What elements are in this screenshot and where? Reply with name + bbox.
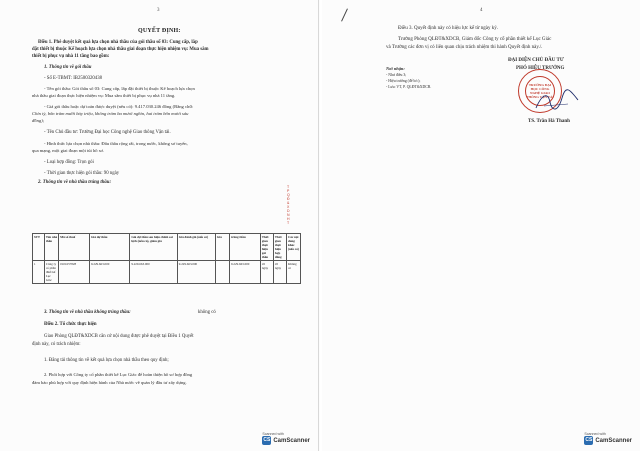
scanner-watermark [584,432,632,445]
selection-method-line-1: - Hình thức lựa chọn nhà thầu: Đấu thầu rộng rãi, trong nước, không sơ tuyển, [44,141,188,146]
table-cell: Công ty cổ phần thiết kế Lục Giác [44,261,58,284]
camscanner-icon: CS [585,437,593,443]
article2-line-3: 1. Đăng tải thông tin về kết quả lựa chọn nhà thầu theo quy định; [44,358,169,363]
article2-line-4: 2. Phối hợp với Công ty cổ phần thiết kế Lục Giác để hoàn thiện hồ sơ hợp đồng [44,372,193,377]
selection-method-line-2: qua mạng, một giai đoạn một túi hồ sơ. [32,148,105,153]
recipient-item: - Như điều 3; [386,73,407,77]
page-divider [318,0,319,451]
table-cell: 9.229.663.000 [130,261,177,284]
package-price-line-3: đồng); [32,118,45,123]
article3-heading: Điều 3. Quyết định này có hiệu lực kể từ ngày ký. [398,26,498,31]
package-name-line-1: - Tên gói thầu: Gói thầu số 03: Cung cấp, lắp đặt thiết bị thuộc Kế hoạch lựa chọn [44,86,195,91]
etbmt-number: - Số E-TBMT: IB2500320438 [44,76,102,81]
section2-heading: 2. Thông tin về nhà thầu trúng thầu: [38,180,112,185]
table-cell: 9.229.663.000 [230,261,261,284]
table-cell [215,261,229,284]
table-cell: 9.229.663.000 [89,261,129,284]
investor-name: - Tên Chủ đầu tư: Trường Đại học Công nghệ Giao thông Vận tải. [44,130,171,135]
article2-line-2: định này, có trách nhiệm: [32,342,81,347]
package-name-line-2: nhà thầu giai đoạn thực hiện nhiệm vụ: Mua sắm thiết bị phục vụ nhà 11 tầng. [32,93,176,98]
recipient-item: - Lưu: VT, P. QLĐT&XDCB. [386,85,432,89]
table-cell: 45 ngày [273,261,286,284]
recipients-label: Nơi nhận: [386,66,405,71]
section3-value: không có [198,310,216,315]
package-duration: - Thời gian thực hiện gói thầu: 90 ngày [44,171,120,176]
page-number: 3 [157,8,160,13]
table-header: Mã số thuế [59,234,90,261]
signature-icon [534,88,580,114]
camscanner-icon: CS [263,437,271,443]
page-number: 4 [480,8,483,13]
article1-line-2: đặt thiết bị thuộc Kế hoạch lựa chọn nhà thầu giai đoạn thực hiện nhiệm vụ: Mua sắm [32,47,209,52]
table-cell: Không có [286,261,300,284]
table-header-row [33,234,301,261]
table-header: STT [33,234,45,261]
table-header: trúng thầu [230,234,261,261]
table-cell: 45 ngày [260,261,273,284]
table-row [33,261,301,284]
signer-role: PHÓ HIỆU TRƯỞNG [516,66,565,71]
table-cell: 0101657828 [59,261,90,284]
article3-line-1: Trưởng Phòng QLĐT&XDCB, Giám đốc Công ty cổ phần thiết kế Lục Giác [398,37,552,42]
table-header: Thời gian thực hiện hợp đồng [273,234,286,261]
document-page-4 [322,0,640,451]
article2-line-1: Giao Phòng QLĐT&XDCB căn cứ nội dung được phê duyệt tại Điều 1 Quyết [44,334,194,339]
article1-line-1: Điều 1. Phê duyệt kết quả lựa chọn nhà thầu của gói thầu số 03: Cung cấp, lắp [38,40,198,45]
section1-heading: 1. Thông tin về gói thầu [44,65,92,70]
scanner-caption: Scanned with [262,432,284,436]
margin-stamp-letters: T P Q Đ & X D N H T [287,185,290,225]
scanner-brand: CamScanner [273,437,310,444]
section3-heading: 3. Thông tin về nhà thầu không trúng thầu: [44,310,131,315]
table-header: Tên nhà thầu [44,234,58,261]
table-header: Giá dự thầu sau hiệu chỉnh sai lệch (nếu có), giảm giá [130,234,177,261]
table-header: Các nội dung khác (nếu có) [286,234,300,261]
contract-type: - Loại hợp đồng: Trọn gói [44,160,94,165]
scanner-brand: CamScanner [595,437,632,444]
scanner-watermark [262,432,310,445]
table-header: Giá [215,234,229,261]
recipient-item: - Hiệu trưởng (để b/c); [386,79,421,83]
stamp-text: TRƯỜNG ĐẠI HỌC CÔNG NGHỆ GIAO THÔNG VẬN TẢI [525,76,555,106]
article1-line-3: thiết bị phục vụ nhà 11 tầng bao gồm: [32,54,110,59]
table-cell: 9.229.663.000 [177,261,215,284]
signer-name: TS. Trần Hà Thanh [528,119,570,124]
table-header: Giá đánh giá (nếu có) [177,234,215,261]
winning-bidder-table [32,233,301,284]
scanner-caption: Scanned with [584,432,606,436]
article3-line-2: và Trường các đơn vị có liên quan chịu trách nhiệm thi hành Quyết định này./. [386,45,543,50]
decision-title: QUYẾT ĐỊNH: [138,28,181,34]
table-cell: 1 [33,261,45,284]
article2-line-5: đảm bảo phù hợp với quy định hiện hành của Nhà nước về quản lý đầu tư xây dựng. [32,380,187,385]
package-price-line-1: - Giá gói thầu hoặc dự toán được duyệt (nếu có): 9.417.030.246 đồng (Bằng chữ: [44,104,194,109]
package-price-line-2: Chín tỷ, bốn trăm mười bảy triệu, không trăm ba mươi nghìn, hai trăm bốn mươi sáu [32,111,189,116]
table-header: Giá dự thầu [89,234,129,261]
pen-mark [341,8,348,21]
article2-heading: Điều 2. Tổ chức thực hiện [44,322,97,327]
signer-title: ĐẠI DIỆN CHỦ ĐẦU TƯ [508,58,564,63]
table-header: Thời gian thực hiện gói thầu [260,234,273,261]
